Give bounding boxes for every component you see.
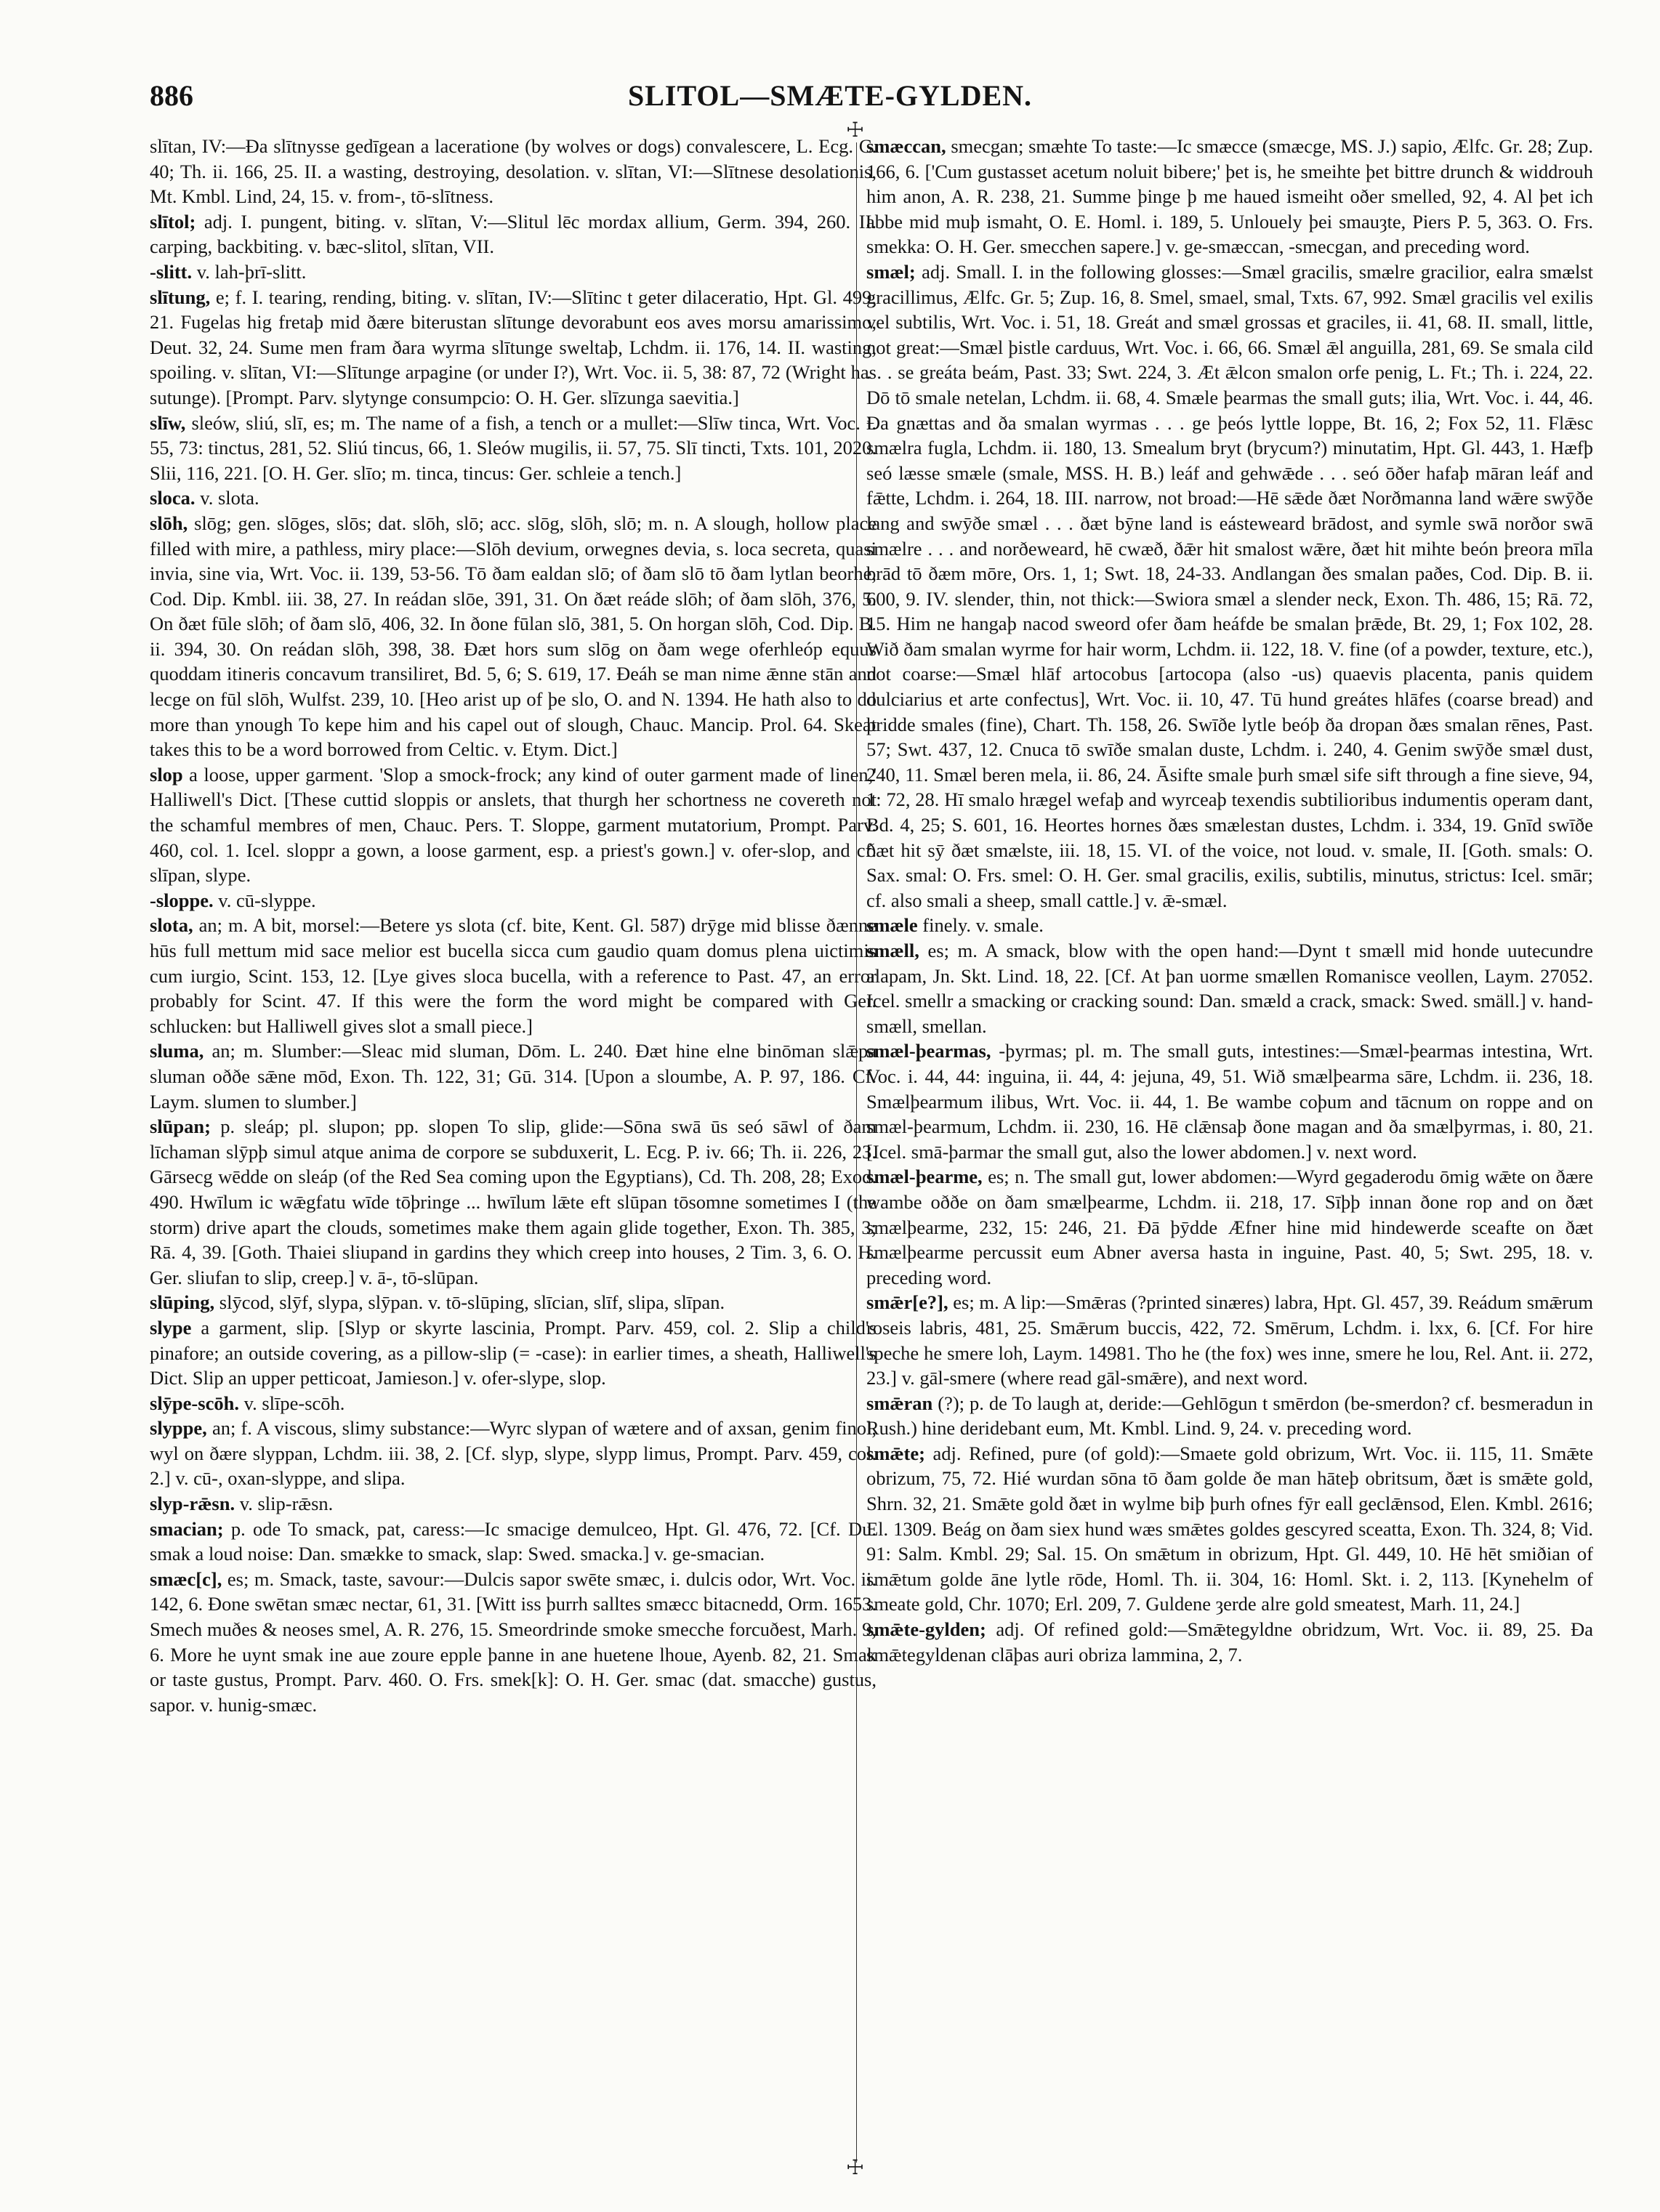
dictionary-entry: [150, 209, 877, 259]
entry-text: (?); p. de To laugh at, deride:—Gehlōgun t smērdon (be-smerdon? cf. besmeradun in Rush.) hine deridebant eum, Mt. Kmbl. Lind. 9, 24. v. preceding word.: [866, 1392, 1593, 1440]
entry-headword: slyp-rǣsn.: [150, 1493, 235, 1515]
entry-headword: smæc[c],: [150, 1567, 222, 1590]
entry-headword: smǣte;: [866, 1442, 925, 1464]
entry-text: v. slīpe-scōh.: [238, 1392, 345, 1414]
dictionary-entry: [150, 1038, 877, 1114]
dictionary-entry: [150, 1491, 877, 1517]
column-ornament-bottom-icon: ☩: [846, 2157, 865, 2179]
column-ornament-top-icon: ☩: [846, 119, 865, 142]
dictionary-entry: [150, 1290, 877, 1315]
entry-headword: slype: [150, 1316, 192, 1339]
dictionary-entry: [150, 888, 877, 913]
entry-text: adj. I. pungent, biting. v. slītan, V:—Slitul lēc mordax allium, Germ. 394, 260. II. carping, backbiting. v. bæc-slitol, slītan, VII.: [150, 210, 877, 258]
entry-headword: slītung,: [150, 286, 211, 308]
entry-text: an; f. A viscous, slimy substance:—Wyrc slypan of wætere and of axsan, genim finol, wyl on ðære slyppan, Lchdm. iii. 38, 2. [Cf. slyp, slype, slypp limus, Prompt. Parv. 459, col. 2.] v. cū-, oxan-slyppe, and slipa.: [150, 1417, 877, 1490]
dictionary-entry: [150, 762, 877, 888]
dictionary-entry: [866, 1290, 1593, 1390]
entry-text: v. slip-rǣsn.: [235, 1493, 334, 1515]
entry-headword: smæle: [866, 914, 918, 937]
entry-headword: -sloppe.: [150, 889, 214, 911]
entry-headword: smæccan,: [866, 135, 946, 157]
dictionary-entry: [150, 1416, 877, 1491]
dictionary-entry: [150, 1114, 877, 1290]
page-number: 886: [150, 79, 193, 112]
entry-headword: slōh,: [150, 512, 188, 534]
dictionary-entry: [866, 913, 1593, 938]
entry-text: es; m. A lip:—Smǣras (?printed sinæres) labra, Hpt. Gl. 457, 39. Reádum smǣrum roseis labris, 481, 25. Smǣrum buccis, 422, 72. Smērum, Lchdm. i. lxx, 6. [Cf. For hire speche he smere loh, Laym. 14981. Tho he (the fox) wes inne, smere he lou, Rel. Ant. ii. 272, 23.] v. gāl-smere (where read gāl-smǣre), and next word.: [866, 1291, 1593, 1389]
entry-text: v. cū-slyppe.: [213, 889, 316, 911]
entry-headword: slūping,: [150, 1291, 215, 1314]
dictionary-entry: [150, 259, 877, 285]
entry-headword: smacian;: [150, 1517, 224, 1540]
entry-text: a garment, slip. [Slyp or skyrte lascinia, Prompt. Parv. 459, col. 2. Slip a child's pinafore; an outside covering, as a pillow-slip (= -case): in earlier times, a sheath, Halliwell's Dict. Slip an upper petticoat, Jamieson.] v. ofer-slype, slop.: [150, 1316, 877, 1389]
entry-text: sleów, sliú, slī, es; m. The name of a fish, a tench or a mullet:—Slīw tinca, Wrt. Voc. i. 55, 73: tinctus, 281, 52. Sliú tincus, 66, 1. Sleów mugilis, ii. 57, 75. Slī tincti, Txts. 101, 2020. Slii, 116, 221. [O. H. Ger. slīo; m. tinca, tincus: Ger. schleie a tench.]: [150, 411, 877, 484]
entry-headword: smǣr[e?],: [866, 1291, 948, 1314]
dictionary-entry: [866, 1164, 1593, 1290]
dictionary-entry: [150, 285, 877, 411]
entry-text: es; m. Smack, taste, savour:—Dulcis sapor swēte smæc, i. dulcis odor, Wrt. Voc. ii. 142, 6. Ðone swētan smæc nectar, 61, 31. [Witt iss þurrh salltes smæcc bitacnedd, Orm. 1653. Smech muðes & neoses smel, A. R. 276, 15. Smeordrinde smoke smecche forcuðest, Marh. 9, 6. More he uynt smak ine aue zoure epple þanne in ane huetene lhoue, Ayenb. 82, 21. Smak or taste gustus, Prompt. Parv. 460. O. Frs. smek[k]: O. H. Ger. smac (dat. smacche) gustus, sapor. v. hunig-smæc.: [150, 1567, 877, 1716]
entry-headword: smǣran: [866, 1392, 933, 1414]
entry-headword: smæll,: [866, 940, 919, 961]
page-header: [150, 78, 1510, 125]
entry-headword: slota,: [150, 914, 193, 937]
dictionary-entry: [866, 1441, 1593, 1617]
entry-text: a loose, upper garment. 'Slop a smock-frock; any kind of outer garment made of linen,' Halliwell's Dict. [These cuttid sloppis or anslets, that thurgh her schortness ne covereth not the schamful membres of men, Chauc. Pers. T. Sloppe, garment mutatorium, Prompt. Parv. 460, col. 1. Icel. sloppr a gown, a loose garment, esp. a priest's gown.] v. ofer-slop, and cf. slīpan, slype.: [150, 763, 877, 887]
dictionary-entry: [866, 134, 1593, 259]
entry-text: an; m. A bit, morsel:—Betere ys slota (cf. bite, Kent. Gl. 587) drȳge mid blisse ðænne hūs full mettum mid sace melior est bucella sicca cum gaudio quam domus plena uictimis cum iurgio, Scint. 153, 12. [Lye gives sloca bucella, with a reference to Past. 47, an error probably for Scint. 47. If this were the form the word might be compared with Ger. schlucken: but Halliwell gives slot a small piece.]: [150, 914, 877, 1037]
left-column: [150, 134, 877, 2161]
entry-text: e; f. I. tearing, rending, biting. v. slītan, IV:—Slītinc t geter dilaceratio, Hpt. Gl. 499, 21. Fugelas hig fretaþ mid ðære biterustan slītunge devorabunt eos aves morsu amarissimo, Deut. 32, 24. Sume men fram ðara wyrma slītunge sweltaþ, Lchdm. ii. 176, 14. II. wasting, spoiling. v. slītan, VI:—Slītunge arpagine (or under I?), Wrt. Voc. ii. 5, 38: 87, 72 (Wright has sutunge). [Prompt. Parv. slytynge consumpcio: O. H. Ger. slīzunga saevitia.]: [150, 286, 877, 408]
entry-headword: sluma,: [150, 1040, 204, 1062]
entry-text: es; m. A smack, blow with the open hand:—Dynt t smæll mid honde uutecundre alapam, Jn. Skt. Lind. 18, 22. [Cf. At þan uorme smællen Romanisce veollen, Laym. 27052. Icel. smellr a smacking or cracking sound: Dan. smæld a crack, smack: Swed. smäll.] v. hand-smæll, smellan.: [866, 940, 1593, 1037]
entry-text: adj. Small. I. in the following glosses:—Smæl gracilis, smælre gracilior, ealra smælst gracillimus, Ælfc. Gr. 5; Zup. 16, 8. Smel, smael, smal, Txts. 67, 992. Smæl gracilis vel exilis vel subtilis, Wrt. Voc. i. 51, 18. Greát and smæl grossas et graciles, ii. 41, 68. II. small, little, not great:—Smæl þistle carduus, Wrt. Voc. i. 66, 66. Smæl ǣl anguilla, 281, 69. Se smala cild . . . se greáta beám, Past. 33; Swt. 224, 3. Æt ǣlcon smalon orfe penig, L. Ft.; Th. i. 224, 22. Dō tō smale netelan, Lchdm. ii. 68, 4. Smæle þearmas the small guts; ilia, Wrt. Voc. i. 44, 46. Ða gnættas and ða smalan wyrmas . . . ge þeós lyttle loppe, Bt. 16, 2; Fox 52, 11. Flǣsc smælra fugla, Lchdm. ii. 180, 13. Smealum bryt (brycum?) minutatim, Hpt. Gl. 443, 1. Hæfþ seó læsse smæle (smale, MSS. H. B.) leáf and gehwǣde . . . seó ōðer hafaþ māran leáf and fǣtte, Lchdm. i. 264, 18. III. narrow, not broad:—Hē sǣde ðæt Norðmanna land wǣre swȳðe lang and swȳðe smæl . . . ðæt bȳne land is eásteweard brādost, and symle swā norðor swā smælre . . . and norðeweard, hē cwæð, ðǣr hit smalost wǣre, ðæt hit mihte beón þreora mīla brād tō ðæm mōre, Ors. 1, 1; Swt. 18, 24-33. Andlangan ðes smalan paðes, Cod. Dip. B. ii. 600, 9. IV. slender, thin, not thick:—Swiora smæl a slender neck, Exon. Th. 486, 15; Rā. 72, 15. Him ne hangaþ nacod sweord ofer ðam heáfde be smalan þrǣde, Bt. 29, 1; Fox 102, 28. Wið ðam smalan wyrme for hair worm, Lchdm. ii. 122, 18. V. fine (of a powder, texture, etc.), not coarse:—Smæl hlāf artocobus [artocopa (also -us) quaevis placenta, panis quidem dulciarius et arte confectus], Wrt. Voc. ii. 10, 47. Tū hund greátes hlāfes (coarse bread) and þridde smales (fine), Chart. Th. 158, 26. Swīðe lytle beóþ ða dropan ðæs smalan rēnes, Past. 57; Swt. 437, 12. Cnuca tō swīðe smalan duste, Lchdm. i. 240, 4. Genim swȳðe smæl dust, 240, 11. Smæl beren mela, ii. 86, 24. Āsifte smale þurh smæl sife sift through a fine sieve, 94, 1: 72, 28. Hī smalo hrægel wefaþ and wyrceaþ texendis subtilioribus indumentis operam dant, Bd. 4, 25; S. 601, 16. Heortes hornes ðæs smælestan dustes, Lchdm. i. 334, 19. Gnīd swīðe ðæt hit sȳ ðæt smælste, iii. 18, 15. VI. of the voice, not loud. v. smale, II. [Goth. smals: O. Sax. smal: O. Frs. smel: O. H. Ger. smal gracilis, exilis, subtilis, minutus, strictus: Icel. smār; cf. also smali a sheep, small cattle.] v. ǣ-smæl.: [866, 260, 1593, 911]
dictionary-entry: [150, 913, 877, 1038]
entry-text: slōg; gen. slōges, slōs; dat. slōh, slō; acc. slōg, slōh, slō; m. n. A slough, hollow place filled with mire, a pathless, miry place:—Slōh devium, orwegnes devia, s. loca secreta, quasi invia, sine via, Wrt. Voc. ii. 139, 53-56. Tō ðam ealdan slō; of ðam slō tō ðam lytlan beorhe, Cod. Dip. Kmbl. iii. 38, 27. In reádan slōe, 391, 31. On ðæt reáde slōh; of ðam slōh, 376, 5. On ðæt fūle slōh; of ðam slō, 406, 32. In ðone fūlan slō, 381, 5. On horgan slōh, Cod. Dip. B. ii. 394, 30. On reádan slōh, 398, 38. Ðæt hors sum slōg on ðam wege oferhleóp equus quoddam itineris concavum transiliret, Bd. 5, 6; S. 619, 17. Ðeáh se man nime ǣnne stān and lecge on fūl slōh, Wulfst. 239, 10. [Heo arist up of þe slo, O. and N. 1394. He hath also to do more than ynough To kepe him and his capel out of slough, Chauc. Mancip. Prol. 64. Skeat takes this to be a word borrowed from Celtic. v. Etym. Dict.]: [150, 512, 877, 761]
entry-text: slȳcod, slȳf, slypa, slȳpan. v. tō-slūping, slīcian, slīf, slipa, slīpan.: [214, 1291, 725, 1314]
dictionary-entry: [150, 1315, 877, 1391]
dictionary-entry: [866, 938, 1593, 1038]
entry-headword: slūpan;: [150, 1115, 211, 1138]
entry-text: slītan, IV:—Ða slītnysse gedīgean a laceratione (by wolves or dogs) convalescere, L. Ecg. C. 40; Th. ii. 166, 25. II. a wasting, destroying, desolation. v. slītan, VI:—Slītnese desolationis, Mt. Kmbl. Lind, 24, 15. v. from-, tō-slītness.: [150, 135, 877, 208]
entry-text: v. lah-þrī-slitt.: [192, 260, 307, 283]
right-column: [866, 134, 1593, 2161]
entry-text: finely. v. smale.: [917, 914, 1044, 937]
entry-text: es; n. The small gut, lower abdomen:—Wyrd gegaderodu ōmig wǣte on ðære wambe oððe on ðam smælþearme, Lchdm. ii. 218, 17. Sīþþ innan ðone rop and on ðæt smælþearme, 232, 15: 246, 21. Ðā þȳdde Æfner hine mid hindewerde sceafte on ðæt smælþearme percussit eum Abner aversa hasta in inguine, Past. 40, 5; Swt. 295, 18. v. preceding word.: [866, 1166, 1593, 1288]
entry-headword: -slitt.: [150, 260, 193, 283]
entry-headword: smæl-þearmas,: [866, 1040, 991, 1062]
dictionary-entry: [150, 485, 877, 511]
dictionary-entry: [150, 1517, 877, 1567]
entry-headword: slītol;: [150, 210, 196, 233]
entry-headword: smæl-þearme,: [866, 1166, 983, 1188]
entry-text: v. slota.: [195, 487, 259, 509]
entry-text: p. sleáp; pl. slupon; pp. slopen To slip, glide:—Sōna swā ūs seó sāwl of ðam līchaman slȳpþ simul atque anima de corpore se subduxerit, L. Ecg. P. iv. 66; Th. ii. 226, 23. Gārsecg wēdde on sleáp (of the Red Sea coming upon the Egyptians), Cd. Th. 208, 28; Exod. 490. Hwīlum ic wǣgfatu wīde tōþringe ... hwīlum lǣte eft slūpan tōsomne sometimes I (the storm) drive apart the clouds, sometimes make them again glide together, Exon. Th. 385, 3; Rā. 4, 39. [Goth. Thaiei sliupand in gardins they which creep into houses, 2 Tim. 3, 6. O. H. Ger. sliufan to slip, creep.] v. ā-, tō-slūpan.: [150, 1115, 877, 1288]
running-title: SLITOL—SMÆTE-GYLDEN.: [627, 79, 1033, 112]
entry-text: p. ode To smack, pat, caress:—Ic smacige demulceo, Hpt. Gl. 476, 72. [Cf. Du. smak a loud noise: Dan. smække to smack, slap: Swed. smacka.] v. ge-smacian.: [150, 1517, 877, 1565]
entry-text: an; m. Slumber:—Sleac mid sluman, Dōm. L. 240. Ðæt hine elne binōman slǣpa sluman oððe sǣne mōd, Exon. Th. 122, 31; Gū. 314. [Upon a sloumbe, A. P. 97, 186. Cf. Laym. slumen to slumber.]: [150, 1040, 877, 1113]
entry-text: -þyrmas; pl. m. The small guts, intestines:—Smæl-þearmas intestina, Wrt. Voc. i. 44, 44: inguina, ii. 44, 4: jejuna, 49, 51. Wið smælþearma sāre, Lchdm. ii. 236, 18. Smælþearmum ilibus, Wrt. Voc. ii. 44, 1. Be wambe coþum and tācnum on roppe and on smæl-þearmum, Lchdm. ii. 230, 16. Hē clǣnsaþ ðone magan and ða smælþyrmas, i. 80, 21. [Icel. smā-þarmar the small gut, also the lower abdomen.] v. next word.: [866, 1040, 1593, 1163]
entry-headword: slīw,: [150, 411, 186, 434]
entry-headword: smǣte-gylden;: [866, 1618, 986, 1641]
dictionary-entry: [150, 1391, 877, 1416]
dictionary-entry: [866, 1617, 1593, 1667]
entry-headword: smæl;: [866, 260, 916, 283]
entry-headword: sloca.: [150, 487, 196, 509]
entry-headword: slȳpe-scōh.: [150, 1392, 239, 1414]
entry-text: smecgan; smæhte To taste:—Ic smæcce (smæcge, MS. J.) sapio, Ælfc. Gr. 28; Zup. 166, 6. ['Cum gustasset acetum noluit bibere;' þet is, he smeihte þet bittre drunch & widdrouh him anon, A. R. 238, 21. Summe þinge þ me haued ismeiht oðer smelled, 92, 4. Al þet ich abbe mid muþ ismaht, O. E. Homl. i. 189, 5. Unlouely þei smauȝte, Piers P. 5, 363. O. Frs. smekka: O. H. Ger. smecchen sapere.] v. ge-smæccan, -smecgan, and preceding word.: [866, 135, 1593, 258]
dictionary-entry: [866, 1391, 1593, 1441]
dictionary-entry: [866, 259, 1593, 913]
entry-text: adj. Of refined gold:—Smǣtegyldne obridzum, Wrt. Voc. ii. 89, 25. Ða smǣtegyldenan clāþas auri obriza lammina, 2, 7.: [866, 1618, 1593, 1666]
entry-text: adj. Refined, pure (of gold):—Smaete gold obrizum, Wrt. Voc. ii. 115, 11. Smǣte obrizum, 75, 72. Hié wurdan sōna tō ðam golde ðe man hāteþ obritsum, ðæt is smǣte gold, Shrn. 32, 21. Smǣte gold ðæt in wylme biþ þurh ofnes fȳr eall geclǣnsod, Elen. Kmbl. 2616; El. 1309. Beág on ðam siex hund wæs smǣtes goldes gescyred sceatta, Exon. Th. 324, 8; Vid. 91: Salm. Kmbl. 29; Sal. 15. On smǣtum in obrizum, Hpt. Gl. 449, 10. Hē hēt smiðian of smǣtum golde āne lytle rōde, Homl. Th. ii. 304, 16: Homl. Skt. i. 2, 113. [Kynehelm of smeate gold, Chr. 1070; Erl. 209, 7. Guldene ȝerde alre gold smeatest, Marh. 11, 24.]: [866, 1442, 1593, 1615]
dictionary-entry: [150, 134, 877, 209]
dictionary-entry: [150, 511, 877, 762]
entry-headword: slop: [150, 763, 183, 786]
dictionary-entry: [866, 1038, 1593, 1164]
dictionary-entry: [150, 1567, 877, 1718]
dictionary-entry: [150, 411, 877, 486]
entry-headword: slyppe,: [150, 1417, 207, 1440]
